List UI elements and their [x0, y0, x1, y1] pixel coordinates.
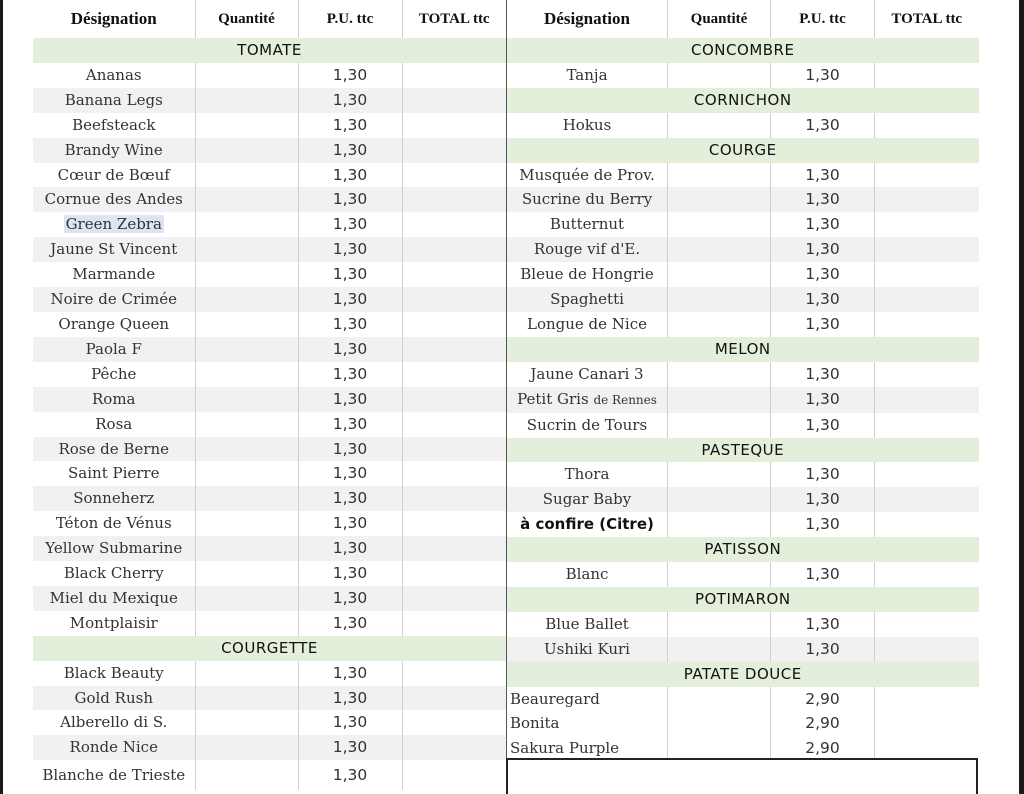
quantity-cell[interactable]	[195, 138, 298, 163]
quantity-cell[interactable]	[668, 413, 771, 438]
unit-price: 1,30	[771, 487, 875, 512]
table-row	[507, 612, 979, 637]
item-name: Pêche	[33, 362, 195, 387]
section-title: COURGETTE	[33, 636, 506, 661]
table-row	[33, 412, 506, 437]
item-name: Miel du Mexique	[33, 586, 195, 611]
unit-price: 1,30	[771, 637, 875, 662]
item-name: Beefsteack	[33, 113, 195, 138]
unit-price: 1,30	[298, 735, 402, 760]
section-patisson	[507, 537, 979, 562]
unit-price: 1,30	[771, 237, 875, 262]
unit-price: 1,30	[298, 237, 402, 262]
total-cell	[402, 337, 506, 362]
quantity-cell[interactable]	[668, 612, 771, 637]
total-cell	[875, 612, 979, 637]
unit-price: 1,30	[771, 512, 875, 537]
table-row	[33, 511, 506, 536]
unit-price: 1,30	[298, 287, 402, 312]
total-cell	[402, 113, 506, 138]
table-row	[507, 512, 979, 537]
unit-price: 1,30	[298, 187, 402, 212]
unit-price: 1,30	[298, 586, 402, 611]
item-name: Beauregard	[507, 687, 668, 712]
table-row	[33, 337, 506, 362]
total-cell	[402, 686, 506, 711]
unit-price: 1,30	[298, 212, 402, 237]
table-row	[33, 486, 506, 511]
total-cell	[402, 412, 506, 437]
total-cell	[402, 661, 506, 686]
quantity-cell[interactable]	[668, 387, 771, 413]
table-row	[33, 312, 506, 337]
header-total: TOTAL ttc	[418, 11, 490, 27]
section-courgette	[33, 636, 506, 661]
total-cell	[875, 512, 979, 537]
quantity-cell[interactable]	[668, 187, 771, 212]
header-pu: P.U. ttc	[298, 0, 402, 38]
table-row	[507, 63, 979, 88]
unit-price: 1,30	[771, 312, 875, 337]
unit-price: 1,30	[298, 760, 402, 790]
item-name: Sucrine du Berry	[507, 187, 668, 212]
table-row	[507, 462, 979, 487]
section-title: POTIMARON	[507, 587, 979, 612]
table-row	[507, 387, 979, 413]
item-name: Jaune Canari 3	[507, 362, 668, 387]
item-name: Roma	[33, 387, 195, 412]
total-cell	[875, 562, 979, 587]
table-row	[33, 661, 506, 686]
total-cell	[402, 312, 506, 337]
item-name: Sakura Purple	[507, 736, 668, 761]
unit-price: 1,30	[298, 661, 402, 686]
item-name: Sucrin de Tours	[507, 413, 668, 438]
quantity-cell[interactable]	[195, 412, 298, 437]
table-row	[507, 562, 979, 587]
unit-price: 1,30	[298, 710, 402, 735]
quantity-cell[interactable]	[195, 486, 298, 511]
unit-price: 2,90	[771, 711, 875, 736]
total-cell	[875, 187, 979, 212]
quantity-cell[interactable]	[195, 387, 298, 412]
table-row	[507, 312, 979, 337]
quantity-cell[interactable]	[668, 287, 771, 312]
quantity-cell[interactable]	[668, 687, 771, 712]
item-name: Ronde Nice	[33, 735, 195, 760]
item-name: Brandy Wine	[33, 138, 195, 163]
unit-price: 1,30	[771, 113, 875, 138]
item-name: Blue Ballet	[507, 612, 668, 637]
total-cell	[402, 461, 506, 486]
section-tomate	[33, 38, 506, 63]
quantity-cell[interactable]	[195, 88, 298, 113]
header-row	[33, 0, 506, 38]
unit-price: 1,30	[298, 461, 402, 486]
unit-price: 1,30	[771, 287, 875, 312]
table-row	[33, 287, 506, 312]
table-row	[507, 487, 979, 512]
page-edge-right	[1019, 0, 1024, 794]
section-melon	[507, 337, 979, 362]
total-cell	[875, 687, 979, 712]
unit-price: 1,30	[298, 113, 402, 138]
quantity-cell[interactable]	[195, 611, 298, 636]
item-name: Rosa	[33, 412, 195, 437]
item-name: Blanc	[507, 562, 668, 587]
total-cell	[402, 63, 506, 88]
header-quantite: Quantité	[195, 0, 298, 38]
section-courge	[507, 138, 979, 163]
item-name: Hokus	[507, 113, 668, 138]
item-name: Cornue des Andes	[33, 187, 195, 212]
item-name: Yellow Submarine	[33, 536, 195, 561]
quantity-cell[interactable]	[195, 686, 298, 711]
unit-price: 1,30	[298, 262, 402, 287]
total-cell	[875, 262, 979, 287]
table-row	[33, 760, 506, 790]
quantity-cell[interactable]	[195, 287, 298, 312]
section-title: PATISSON	[507, 537, 979, 562]
unit-price: 1,30	[298, 362, 402, 387]
quantity-cell[interactable]	[668, 637, 771, 662]
total-cell	[875, 113, 979, 138]
total-cell	[402, 586, 506, 611]
quantity-cell[interactable]	[195, 586, 298, 611]
item-name: Banana Legs	[33, 88, 195, 113]
total-cell	[875, 487, 979, 512]
section-potimaron	[507, 587, 979, 612]
header-designation: Désignation	[507, 0, 668, 38]
selected-text[interactable]: Green Zebra	[65, 215, 162, 234]
total-cell	[875, 711, 979, 736]
unit-price: 1,30	[771, 163, 875, 188]
unit-price: 1,30	[771, 462, 875, 487]
table-row	[33, 735, 506, 760]
item-name: Jaune St Vincent	[33, 237, 195, 262]
quantity-cell[interactable]	[195, 63, 298, 88]
item-name: à confire (Citre)	[507, 512, 668, 537]
table-row	[33, 561, 506, 586]
quantity-cell[interactable]	[195, 113, 298, 138]
quantity-cell[interactable]	[195, 337, 298, 362]
table-row	[33, 262, 506, 287]
quantity-cell[interactable]	[195, 437, 298, 462]
table-row	[507, 687, 979, 712]
total-cell	[875, 287, 979, 312]
item-name	[33, 212, 195, 237]
section-title: PASTEQUE	[507, 438, 979, 463]
total-cell	[875, 63, 979, 88]
header-row	[507, 0, 979, 38]
quantity-cell[interactable]	[668, 487, 771, 512]
total-cell	[875, 413, 979, 438]
section-concombre	[507, 38, 979, 63]
item-name: Bonita	[507, 711, 668, 736]
table-row	[507, 413, 979, 438]
total-cell	[402, 262, 506, 287]
item-name-main: Petit Gris	[517, 389, 589, 408]
unit-price: 1,30	[771, 413, 875, 438]
quantity-cell[interactable]	[195, 735, 298, 760]
item-name: Rose de Berne	[33, 437, 195, 462]
quantity-cell[interactable]	[668, 562, 771, 587]
item-name: Thora	[507, 462, 668, 487]
table-row	[507, 113, 979, 138]
total-cell	[402, 287, 506, 312]
quantity-cell[interactable]	[668, 462, 771, 487]
item-name: Cœur de Bœuf	[33, 163, 195, 188]
unit-price: 1,30	[771, 362, 875, 387]
page-edge-left	[0, 0, 3, 794]
table-row	[507, 711, 979, 736]
item-name: Marmande	[33, 262, 195, 287]
item-name: Black Beauty	[33, 661, 195, 686]
total-cell	[402, 362, 506, 387]
table-row	[507, 237, 979, 262]
unit-price: 1,30	[771, 262, 875, 287]
total-cell	[402, 138, 506, 163]
quantity-cell[interactable]	[195, 163, 298, 188]
table-row	[33, 187, 506, 212]
section-pasteque	[507, 438, 979, 463]
quantity-cell[interactable]	[668, 212, 771, 237]
table-row	[33, 63, 506, 88]
quantity-cell[interactable]	[668, 711, 771, 736]
item-name: Orange Queen	[33, 312, 195, 337]
quantity-cell[interactable]	[195, 312, 298, 337]
table-row	[507, 187, 979, 212]
section-title: TOMATE	[33, 38, 506, 63]
item-name: Longue de Nice	[507, 312, 668, 337]
total-box[interactable]	[506, 758, 978, 794]
quantity-cell[interactable]	[668, 237, 771, 262]
total-cell	[402, 561, 506, 586]
item-name: Alberello di S.	[33, 710, 195, 735]
item-name: Ushiki Kuri	[507, 637, 668, 662]
section-title: CORNICHON	[507, 88, 979, 113]
table-row	[33, 611, 506, 636]
item-name-suffix: de Rennes	[593, 392, 657, 407]
table-row	[33, 237, 506, 262]
quantity-cell[interactable]	[195, 461, 298, 486]
unit-price: 2,90	[771, 687, 875, 712]
left-price-table	[33, 0, 506, 790]
total-cell	[402, 611, 506, 636]
item-name: Butternut	[507, 212, 668, 237]
unit-price: 1,30	[298, 536, 402, 561]
table-row	[507, 362, 979, 387]
total-cell	[402, 437, 506, 462]
total-cell	[875, 387, 979, 413]
quantity-cell[interactable]	[195, 536, 298, 561]
table-row	[33, 387, 506, 412]
quantity-cell[interactable]	[668, 163, 771, 188]
unit-price: 1,30	[298, 561, 402, 586]
section-patate-douce	[507, 662, 979, 687]
unit-price: 1,30	[298, 88, 402, 113]
item-name: Musquée de Prov.	[507, 163, 668, 188]
quantity-cell[interactable]	[668, 113, 771, 138]
table-row	[507, 212, 979, 237]
total-cell	[875, 362, 979, 387]
section-title: MELON	[507, 337, 979, 362]
quantity-cell[interactable]	[668, 262, 771, 287]
total-cell	[402, 511, 506, 536]
item-name: Gold Rush	[33, 686, 195, 711]
table-row	[33, 586, 506, 611]
table-row	[507, 262, 979, 287]
unit-price: 1,30	[298, 163, 402, 188]
item-name: Saint Pierre	[33, 461, 195, 486]
unit-price: 1,30	[298, 312, 402, 337]
total-cell	[402, 486, 506, 511]
total-cell	[402, 536, 506, 561]
item-name: Montplaisir	[33, 611, 195, 636]
unit-price: 1,30	[771, 212, 875, 237]
total-cell	[402, 212, 506, 237]
header-pu: P.U. ttc	[771, 0, 875, 38]
header-designation: Désignation	[33, 0, 195, 38]
unit-price: 1,30	[298, 138, 402, 163]
header-total: TOTAL ttc	[891, 11, 963, 27]
quantity-cell[interactable]	[195, 262, 298, 287]
unit-price: 2,90	[771, 736, 875, 761]
unit-price: 1,30	[298, 486, 402, 511]
section-title: PATATE DOUCE	[507, 662, 979, 687]
unit-price: 1,30	[771, 562, 875, 587]
total-cell	[402, 88, 506, 113]
total-cell	[875, 462, 979, 487]
table-row	[33, 163, 506, 188]
total-cell	[402, 387, 506, 412]
unit-price: 1,30	[771, 387, 875, 413]
total-cell	[875, 212, 979, 237]
total-cell	[402, 760, 506, 790]
total-cell	[402, 735, 506, 760]
item-name: Sugar Baby	[507, 487, 668, 512]
unit-price: 1,30	[771, 63, 875, 88]
item-name: Sonneherz	[33, 486, 195, 511]
table-row	[507, 287, 979, 312]
item-name: Ananas	[33, 63, 195, 88]
unit-price: 1,30	[771, 187, 875, 212]
table-row	[33, 212, 506, 237]
item-name: Bleue de Hongrie	[507, 262, 668, 287]
quantity-cell[interactable]	[195, 187, 298, 212]
item-name: Noire de Crimée	[33, 287, 195, 312]
unit-price: 1,30	[298, 63, 402, 88]
unit-price: 1,30	[298, 611, 402, 636]
total-cell	[875, 312, 979, 337]
table-row	[33, 362, 506, 387]
header-quantite: Quantité	[668, 0, 771, 38]
unit-price: 1,30	[298, 337, 402, 362]
total-cell	[402, 237, 506, 262]
unit-price: 1,30	[298, 387, 402, 412]
quantity-cell[interactable]	[195, 710, 298, 735]
total-cell	[875, 637, 979, 662]
unit-price: 1,30	[298, 686, 402, 711]
item-name: Blanche de Trieste	[33, 760, 195, 790]
right-price-table	[506, 0, 979, 761]
table-row	[33, 113, 506, 138]
total-cell	[402, 163, 506, 188]
total-cell	[875, 163, 979, 188]
item-name: Téton de Vénus	[33, 511, 195, 536]
quantity-cell[interactable]	[668, 63, 771, 88]
total-cell	[875, 237, 979, 262]
quantity-cell[interactable]	[195, 661, 298, 686]
quantity-cell[interactable]	[195, 362, 298, 387]
item-name: Rouge vif d'E.	[507, 237, 668, 262]
table-row	[33, 88, 506, 113]
table-row	[33, 437, 506, 462]
table-row	[507, 163, 979, 188]
unit-price: 1,30	[298, 437, 402, 462]
table-row	[507, 637, 979, 662]
unit-price: 1,30	[771, 612, 875, 637]
total-cell	[402, 710, 506, 735]
item-name: Tanja	[507, 63, 668, 88]
unit-price: 1,30	[298, 511, 402, 536]
quantity-cell[interactable]	[668, 362, 771, 387]
item-name: Spaghetti	[507, 287, 668, 312]
section-cornichon	[507, 88, 979, 113]
section-title: CONCOMBRE	[507, 38, 979, 63]
table-row	[33, 710, 506, 735]
quantity-cell[interactable]	[195, 237, 298, 262]
total-cell	[402, 187, 506, 212]
quantity-cell[interactable]	[195, 760, 298, 790]
quantity-cell[interactable]	[668, 312, 771, 337]
section-title: COURGE	[507, 138, 979, 163]
table-row	[33, 536, 506, 561]
item-name: Paola F	[33, 337, 195, 362]
item-name	[507, 387, 668, 413]
table-row	[33, 461, 506, 486]
item-name: Black Cherry	[33, 561, 195, 586]
quantity-cell[interactable]	[195, 561, 298, 586]
table-row	[33, 138, 506, 163]
quantity-cell[interactable]	[195, 212, 298, 237]
unit-price: 1,30	[298, 412, 402, 437]
table-row	[33, 686, 506, 711]
quantity-cell[interactable]	[668, 512, 771, 537]
quantity-cell[interactable]	[195, 511, 298, 536]
